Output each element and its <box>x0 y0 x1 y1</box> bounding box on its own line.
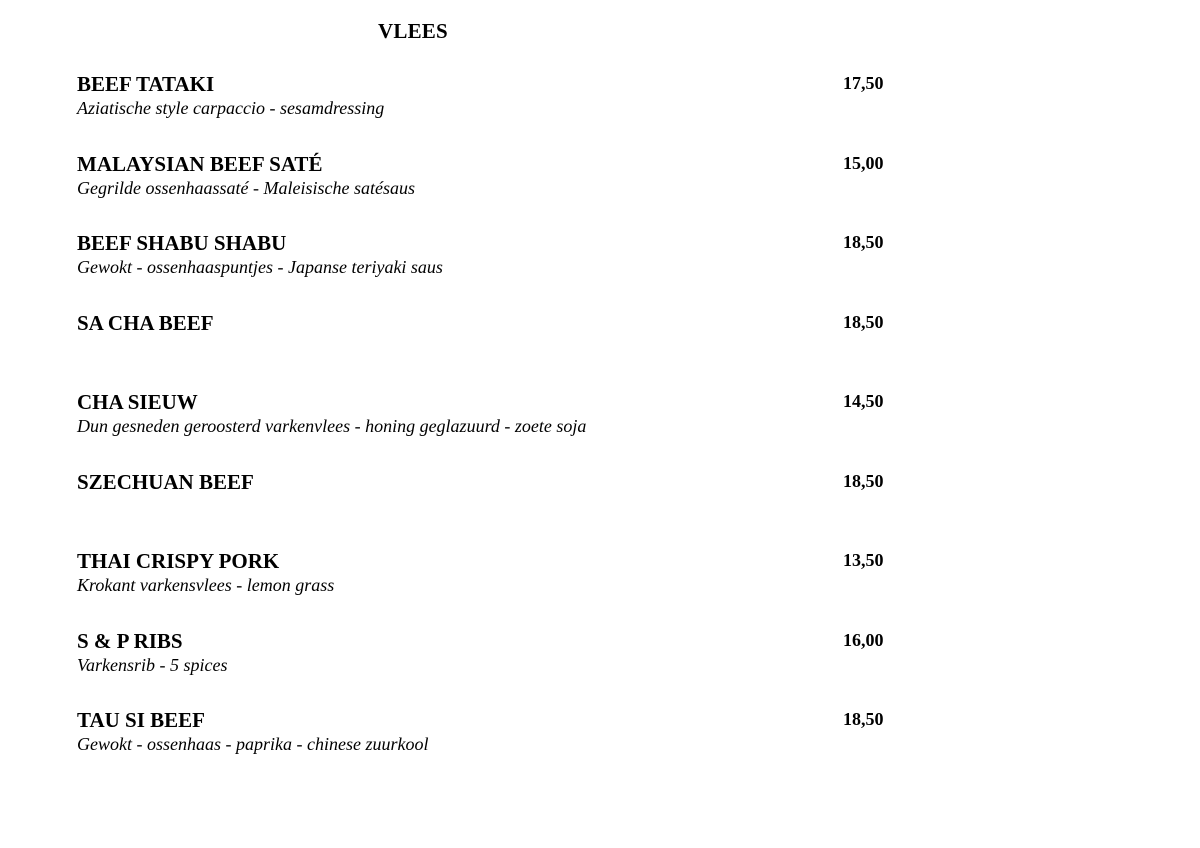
item-name: THAI CRISPY PORK <box>77 549 280 573</box>
menu-item <box>77 549 897 609</box>
menu-item <box>77 231 897 291</box>
item-description: Aziatische style carpaccio - sesamdressing <box>77 98 385 118</box>
menu-item <box>77 311 897 371</box>
item-description: Dun gesneden geroosterd varkenvlees - honing geglazuurd - zoete soja <box>77 416 587 436</box>
item-price: 14,50 <box>843 391 884 411</box>
item-name: TAU SI BEEF <box>77 708 205 732</box>
item-price: 18,50 <box>843 232 884 252</box>
item-name: BEEF SHABU SHABU <box>77 231 287 255</box>
item-description: Gegrilde ossenhaassaté - Maleisische satésaus <box>77 178 415 198</box>
item-price: 18,50 <box>843 312 884 332</box>
item-name: SA CHA BEEF <box>77 311 214 335</box>
item-name: S & P RIBS <box>77 629 183 653</box>
item-price: 16,00 <box>843 630 884 650</box>
item-description: Gewokt - ossenhaas - paprika - chinese zuurkool <box>77 734 429 754</box>
item-price: 13,50 <box>843 550 884 570</box>
item-price: 17,50 <box>843 73 884 93</box>
section-title: VLEES <box>378 19 448 43</box>
menu-item <box>77 470 897 530</box>
item-price: 18,50 <box>843 471 884 491</box>
item-price: 15,00 <box>843 153 884 173</box>
item-description: Krokant varkensvlees - lemon grass <box>77 575 335 595</box>
menu-item <box>77 390 897 450</box>
item-name: CHA SIEUW <box>77 390 198 414</box>
item-name: BEEF TATAKI <box>77 72 215 96</box>
item-price: 18,50 <box>843 709 884 729</box>
item-name: MALAYSIAN BEEF SATÉ <box>77 152 323 176</box>
item-name: SZECHUAN BEEF <box>77 470 254 494</box>
item-description: Gewokt - ossenhaaspuntjes - Japanse teriyaki saus <box>77 257 443 277</box>
menu-item <box>77 629 897 689</box>
menu-item <box>77 708 897 768</box>
menu-item <box>77 152 897 212</box>
item-description: Varkensrib - 5 spices <box>77 655 228 675</box>
menu-item <box>77 72 897 132</box>
